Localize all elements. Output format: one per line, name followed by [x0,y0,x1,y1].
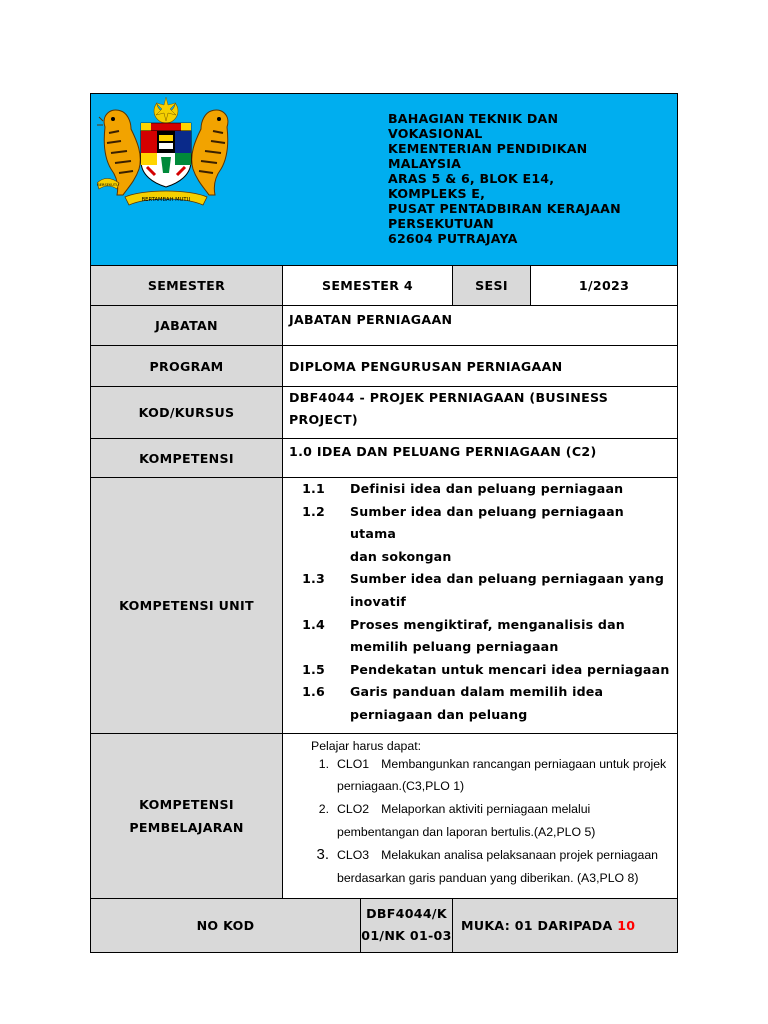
document-sheet [90,93,677,953]
address-line: PERSEKUTUAN [388,216,494,231]
page-count [453,898,678,952]
program-label: PROGRAM [91,346,283,387]
clo-intro: Pelajar harus dapat: [311,738,422,753]
coat-of-arms-logo [97,97,235,209]
unit-text: Definisi idea dan peluang perniagaan [350,481,624,496]
unit-text: perniagaan dan peluang [350,706,528,722]
clo-text: Membangunkan rancangan perniagaan untuk projek [381,756,667,771]
unit-item-cont [283,546,671,569]
unit-item [283,681,671,704]
crest-motto: BERTAMBAH MUTU [141,197,191,203]
row-kompetensi-pembelajaran [91,733,678,898]
kompetensi-unit-label: KOMPETENSI UNIT [91,478,283,734]
jabatan-label: JABATAN [91,306,283,346]
label-line: KOMPETENSI [139,796,234,812]
row-program [91,346,678,387]
unit-item [283,568,671,591]
jabatan-value: JABATAN PERNIAGAAN [283,306,678,346]
unit-text: inovatif [350,593,407,609]
row-jabatan [91,306,678,346]
unit-item [283,614,671,637]
no-kod-label: NO KOD [91,898,361,952]
unit-text: Garis panduan dalam memilih idea [350,684,604,700]
unit-number: 1.3 [302,571,325,587]
clo-list [283,733,678,898]
unit-text: dan sokongan [350,548,452,564]
row-kompetensi [91,439,678,478]
kompetensi-value: 1.0 IDEA DAN PELUANG PERNIAGAAN (C2) [283,439,678,478]
clo-code: CLO3 [337,847,370,862]
unit-item-cont [283,636,671,659]
semester-value: SEMESTER 4 [283,266,453,306]
clo-number: 3. [316,845,329,863]
address-line: KEMENTERIAN PENDIDIKAN [388,141,588,156]
unit-number: 1.2 [302,503,325,519]
label-line: PEMBELAJARAN [129,819,244,835]
no-kod-value [361,898,453,952]
kod-line: DBF4044 - PROJEK PERNIAGAAN (BUSINESS [289,390,609,405]
clo-item-cont [283,821,677,844]
unit-item [283,501,671,546]
unit-item [283,478,671,501]
clo-text: berdasarkan garis panduan yang diberikan. (A3,PLO 8) [337,870,639,885]
clo-number: 1. [318,756,329,771]
program-value: DIPLOMA PENGURUSAN PERNIAGAAN [283,346,678,387]
kompetensi-label: KOMPETENSI [91,439,283,478]
crest-scroll-text: BERSEKUTU [97,183,119,187]
unit-number: 1.4 [302,616,325,632]
clo-item-cont [283,867,677,890]
sesi-label: SESI [453,266,531,306]
unit-number: 1.5 [302,661,325,677]
unit-text: Pendekatan untuk mencari idea perniagaan [350,661,670,677]
kompetensi-unit-list [283,478,678,734]
unit-number: 1.1 [302,481,325,496]
row-kod-kursus [91,387,678,439]
kod-kursus-label: KOD/KURSUS [91,387,283,439]
semester-label: SEMESTER [91,266,283,306]
header-table [90,93,678,953]
unit-item-cont [283,704,671,727]
unit-text: Sumber idea dan peluang perniagaan utama [350,503,624,542]
kod-kursus-value [283,387,678,439]
clo-text: Melakukan analisa pelaksanaan projek perniagaan [381,847,658,862]
clo-number: 2. [318,802,329,817]
page-count-prefix: MUKA: 01 DARIPADA [461,917,618,933]
address-line: BAHAGIAN TEKNIK DAN [388,111,559,126]
kompetensi-pembelajaran-label [91,733,283,898]
row-semester [91,266,678,306]
unit-item [283,659,671,682]
kod-line: PROJECT) [289,412,358,427]
unit-text: Proses mengiktiraf, menganalisis dan [350,616,625,632]
address-line: KOMPLEKS E, [388,186,486,201]
clo-item [283,844,677,867]
sesi-value: 1/2023 [531,266,678,306]
row-footer [91,898,678,952]
clo-code: CLO2 [337,802,370,817]
address-line: VOKASIONAL [388,126,483,141]
page-count-total: 10 [617,917,636,933]
unit-item-cont [283,591,671,614]
row-kompetensi-unit [91,478,678,734]
unit-number: 1.6 [302,684,325,700]
clo-text: pembentangan dan laporan bertulis.(A2,PLO 5) [337,825,596,840]
address-line: PUSAT PENTADBIRAN KERAJAAN [388,201,621,216]
address-line: ARAS 5 & 6, BLOK E14, [388,171,555,186]
clo-text: Melaporkan aktiviti perniagaan melalui [381,802,591,817]
issuer-address [388,111,621,246]
clo-text: perniagaan.(C3,PLO 1) [337,779,465,794]
no-kod-line: 01/NK 01-03 [361,928,452,944]
clo-item [283,798,677,821]
no-kod-line: DBF4044/K [366,906,447,922]
unit-text: memilih peluang perniagaan [350,639,559,655]
address-line: MALAYSIA [388,156,462,171]
clo-item [283,753,677,776]
address-line: 62604 PUTRAJAYA [388,231,518,246]
banner [91,94,678,266]
unit-text: Sumber idea dan peluang perniagaan yang [350,571,665,587]
clo-item-cont [283,775,677,798]
clo-code: CLO1 [337,756,370,771]
